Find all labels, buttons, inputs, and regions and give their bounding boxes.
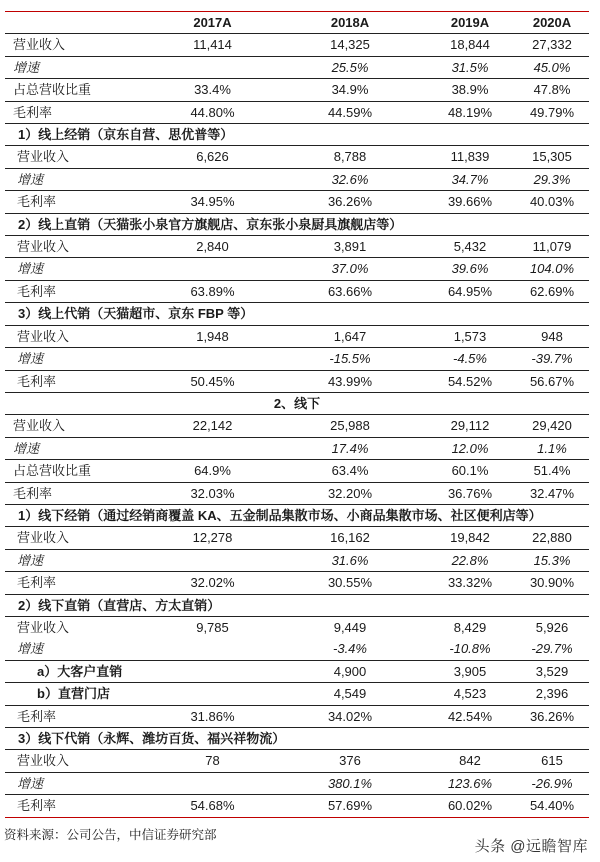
- section-title: 3）线上代销（天猫超市、京东 FBP 等）: [5, 303, 589, 325]
- section-title: 2）线下直销（直营店、方太直销）: [5, 594, 589, 616]
- cell-2017a: 64.9%: [150, 460, 275, 482]
- cell-2020a: 47.8%: [515, 79, 589, 101]
- cell-2018a: 8,788: [275, 146, 425, 168]
- section-header-online-distribution: [5, 124, 589, 146]
- section-title: 1）线上经销（京东自营、思优普等）: [5, 124, 589, 146]
- cell-2017a: 11,414: [150, 34, 275, 56]
- table-row: [5, 146, 589, 168]
- cell-2018a: 37.0%: [275, 258, 425, 280]
- cell-2018a: -15.5%: [275, 348, 425, 370]
- row-label: 增速: [5, 549, 150, 571]
- row-label: 增速: [5, 56, 150, 78]
- table-row: [5, 415, 589, 437]
- table-row: [5, 549, 589, 571]
- cell-2019a: 39.6%: [425, 258, 515, 280]
- cell-2017a: 33.4%: [150, 79, 275, 101]
- row-label: 增速: [5, 258, 150, 280]
- header-2020a: 2020A: [515, 12, 589, 34]
- table-row: [5, 370, 589, 392]
- cell-2019a: 29,112: [425, 415, 515, 437]
- cell-2019a: 4,523: [425, 683, 515, 705]
- cell-2017a: 2,840: [150, 236, 275, 258]
- section-header-offline: [5, 392, 589, 414]
- cell-2018a: 31.6%: [275, 549, 425, 571]
- table-row: [5, 460, 589, 482]
- cell-2017a: [150, 437, 275, 459]
- cell-2019a: 60.1%: [425, 460, 515, 482]
- cell-2020a: 615: [515, 750, 589, 772]
- cell-2019a: 48.19%: [425, 101, 515, 123]
- cell-2019a: 42.54%: [425, 705, 515, 727]
- cell-2020a: 11,079: [515, 236, 589, 258]
- cell-2018a: 380.1%: [275, 772, 425, 794]
- cell-2017a: 34.95%: [150, 191, 275, 213]
- cell-2017a: [150, 258, 275, 280]
- cell-2018a: 43.99%: [275, 370, 425, 392]
- table-row: [5, 772, 589, 794]
- row-label: 毛利率: [5, 572, 150, 594]
- cell-2019a: 36.76%: [425, 482, 515, 504]
- cell-2017a: 32.03%: [150, 482, 275, 504]
- header-2018a: 2018A: [275, 12, 425, 34]
- row-label: 增速: [5, 168, 150, 190]
- row-label: 毛利率: [5, 101, 150, 123]
- row-label: 营业收入: [5, 415, 150, 437]
- cell-2020a: 54.40%: [529, 798, 575, 814]
- row-label: b）直营门店: [5, 683, 150, 705]
- cell-2019a: 123.6%: [425, 772, 515, 794]
- cell-2017a: 54.68%: [190, 798, 235, 814]
- cell-2020a: 27,332: [515, 34, 589, 56]
- table-row: [5, 705, 589, 727]
- cell-2018a: 32.20%: [275, 482, 425, 504]
- cell-2018a: 25,988: [275, 415, 425, 437]
- row-label: a）大客户直销: [5, 660, 150, 682]
- row-label: 增速: [5, 638, 150, 660]
- cell-2018a: 57.69%: [327, 798, 373, 814]
- revenue-breakdown-table-container: [5, 11, 589, 818]
- cell-2017a: 32.02%: [150, 572, 275, 594]
- cell-2018a: 30.55%: [275, 572, 425, 594]
- table-row: [5, 572, 589, 594]
- revenue-breakdown-table: [5, 11, 589, 818]
- header-row: [5, 12, 589, 34]
- table-row: [5, 325, 589, 347]
- row-label: 增速: [5, 348, 150, 370]
- cell-2020a: -29.7%: [515, 638, 589, 660]
- cell-2018a: 4,549: [275, 683, 425, 705]
- cell-2017a: 50.45%: [150, 370, 275, 392]
- table-row: [5, 236, 589, 258]
- row-label: 占总营收比重: [5, 460, 150, 482]
- source-note: 资料来源：公司公告，中信证券研究部: [4, 828, 217, 842]
- cell-2018a: 63.66%: [275, 280, 425, 302]
- cell-2020a: 3,529: [515, 660, 589, 682]
- cell-2020a: 56.67%: [515, 370, 589, 392]
- table-row: [5, 482, 589, 504]
- cell-2020a: 29,420: [515, 415, 589, 437]
- table-row: [5, 638, 589, 660]
- cell-2020a: 22,880: [515, 527, 589, 549]
- header-2017a: 2017A: [150, 12, 275, 34]
- cell-2017a: [150, 549, 275, 571]
- cell-2020a: -26.9%: [515, 772, 589, 794]
- section-header-offline-distribution: [5, 504, 589, 526]
- row-label: 毛利率: [17, 798, 57, 814]
- cell-2019a: 64.95%: [425, 280, 515, 302]
- cell-2020a: 32.47%: [515, 482, 589, 504]
- cell-2018a: 34.02%: [275, 705, 425, 727]
- cell-2020a: 15.3%: [515, 549, 589, 571]
- table-row: [5, 795, 589, 817]
- cell-2019a: 54.52%: [425, 370, 515, 392]
- cell-2020a: 62.69%: [515, 280, 589, 302]
- cell-2019a: 34.7%: [425, 168, 515, 190]
- table-row: [5, 750, 589, 772]
- row-label: 营业收入: [5, 34, 150, 56]
- cell-2017a: 44.80%: [150, 101, 275, 123]
- cell-2020a: 2,396: [515, 683, 589, 705]
- cell-2018a: -3.4%: [275, 638, 425, 660]
- cell-2019a: 60.02%: [447, 798, 493, 814]
- row-label: 毛利率: [5, 191, 150, 213]
- cell-2019a: 31.5%: [425, 56, 515, 78]
- cell-2017a: [150, 168, 275, 190]
- section-header-online-direct: [5, 213, 589, 235]
- table-row: [5, 280, 589, 302]
- cell-2020a: 1.1%: [515, 437, 589, 459]
- table-row: [5, 660, 589, 682]
- cell-2018a: 9,449: [333, 619, 367, 635]
- cell-2019a: -4.5%: [425, 348, 515, 370]
- cell-2019a: 38.9%: [425, 79, 515, 101]
- cell-2019a: 5,432: [425, 236, 515, 258]
- cell-2020a: 5,926: [535, 619, 569, 635]
- cell-2019a: 18,844: [425, 34, 515, 56]
- cell-2017a: 6,626: [150, 146, 275, 168]
- cell-2018a: 17.4%: [275, 437, 425, 459]
- cell-2020a: 49.79%: [515, 101, 589, 123]
- cell-2018a: 25.5%: [275, 56, 425, 78]
- cell-2017a: [150, 638, 275, 660]
- cell-2017a: 78: [150, 750, 275, 772]
- cell-2019a: 1,573: [425, 325, 515, 347]
- row-label: 营业收入: [5, 146, 150, 168]
- cell-2020a: 104.0%: [515, 258, 589, 280]
- table-row: [5, 683, 589, 705]
- cell-2017a: [150, 683, 275, 705]
- cell-2018a: 34.9%: [275, 79, 425, 101]
- cell-2018a: 4,900: [275, 660, 425, 682]
- cell-2018a: 16,162: [275, 527, 425, 549]
- cell-2019a: 3,905: [425, 660, 515, 682]
- table-row: [5, 56, 589, 78]
- header-label: [5, 12, 150, 34]
- cell-2020a: -39.7%: [515, 348, 589, 370]
- cell-2017a: 9,785: [196, 619, 229, 635]
- cell-2020a: 948: [515, 325, 589, 347]
- cell-2017a: [150, 348, 275, 370]
- watermark: 头条 @远瞻智库: [474, 838, 588, 855]
- cell-2017a: [150, 772, 275, 794]
- section-header-online-consignment: [5, 303, 589, 325]
- section-title: 3）线下代销（永辉、潍坊百货、福兴祥物流）: [5, 728, 589, 750]
- cell-2019a: 8,429: [453, 619, 487, 635]
- cell-2018a: 36.26%: [275, 191, 425, 213]
- cell-2020a: 29.3%: [515, 168, 589, 190]
- cell-2018a: 3,891: [275, 236, 425, 258]
- cell-2020a: 45.0%: [515, 56, 589, 78]
- table-row: [5, 348, 589, 370]
- row-label: 营业收入: [17, 619, 70, 635]
- cell-2017a: 22,142: [150, 415, 275, 437]
- cell-2017a: 31.86%: [150, 705, 275, 727]
- cell-2019a: 22.8%: [425, 549, 515, 571]
- cell-2018a: 14,325: [275, 34, 425, 56]
- cell-2020a: 51.4%: [515, 460, 589, 482]
- section-title: 2）线上直销（天猫张小泉官方旗舰店、京东张小泉厨具旗舰店等）: [5, 213, 589, 235]
- cell-2019a: 12.0%: [425, 437, 515, 459]
- cell-2019a: -10.8%: [425, 638, 515, 660]
- table-row: [5, 258, 589, 280]
- table-row: [5, 191, 589, 213]
- section-title: 1）线下经销（通过经销商覆盖 KA、五金制品集散市场、小商品集散市场、社区便利店等）: [5, 504, 589, 526]
- table-row: [5, 101, 589, 123]
- row-label: 占总营收比重: [5, 79, 150, 101]
- cell-2019a: 19,842: [425, 527, 515, 549]
- section-title: 2、线下: [5, 392, 589, 414]
- table-row: [5, 527, 589, 549]
- cell-2019a: 39.66%: [425, 191, 515, 213]
- row-label: 增速: [5, 437, 150, 459]
- cell-2019a: 11,839: [425, 146, 515, 168]
- table-row: [5, 79, 589, 101]
- header-2019a: 2019A: [425, 12, 515, 34]
- row-label: 营业收入: [5, 527, 150, 549]
- row-label: 增速: [5, 772, 150, 794]
- table-row: [5, 34, 589, 56]
- row-label: 毛利率: [5, 705, 150, 727]
- cell-2020a: 30.90%: [515, 572, 589, 594]
- cell-2018a: 1,647: [275, 325, 425, 347]
- row-label: 毛利率: [5, 370, 150, 392]
- row-label: 毛利率: [5, 482, 150, 504]
- cell-2017a: [150, 660, 275, 682]
- cell-2020a: 15,305: [515, 146, 589, 168]
- cell-2018a: 32.6%: [275, 168, 425, 190]
- table-row: [5, 616, 589, 638]
- cell-2018a: 44.59%: [275, 101, 425, 123]
- table-row: [5, 168, 589, 190]
- row-label: 营业收入: [5, 750, 150, 772]
- row-label: 营业收入: [5, 236, 150, 258]
- cell-2017a: 1,948: [150, 325, 275, 347]
- cell-2017a: 12,278: [150, 527, 275, 549]
- row-label: 毛利率: [5, 280, 150, 302]
- cell-2019a: 33.32%: [425, 572, 515, 594]
- cell-2018a: 376: [275, 750, 425, 772]
- cell-2019a: 842: [425, 750, 515, 772]
- cell-2018a: 63.4%: [275, 460, 425, 482]
- table-row: [5, 437, 589, 459]
- cell-2017a: [150, 56, 275, 78]
- section-header-offline-consignment: [5, 728, 589, 750]
- cell-2020a: 40.03%: [515, 191, 589, 213]
- cell-2020a: 36.26%: [515, 705, 589, 727]
- cell-2017a: 63.89%: [150, 280, 275, 302]
- section-header-offline-direct: [5, 594, 589, 616]
- row-label: 营业收入: [5, 325, 150, 347]
